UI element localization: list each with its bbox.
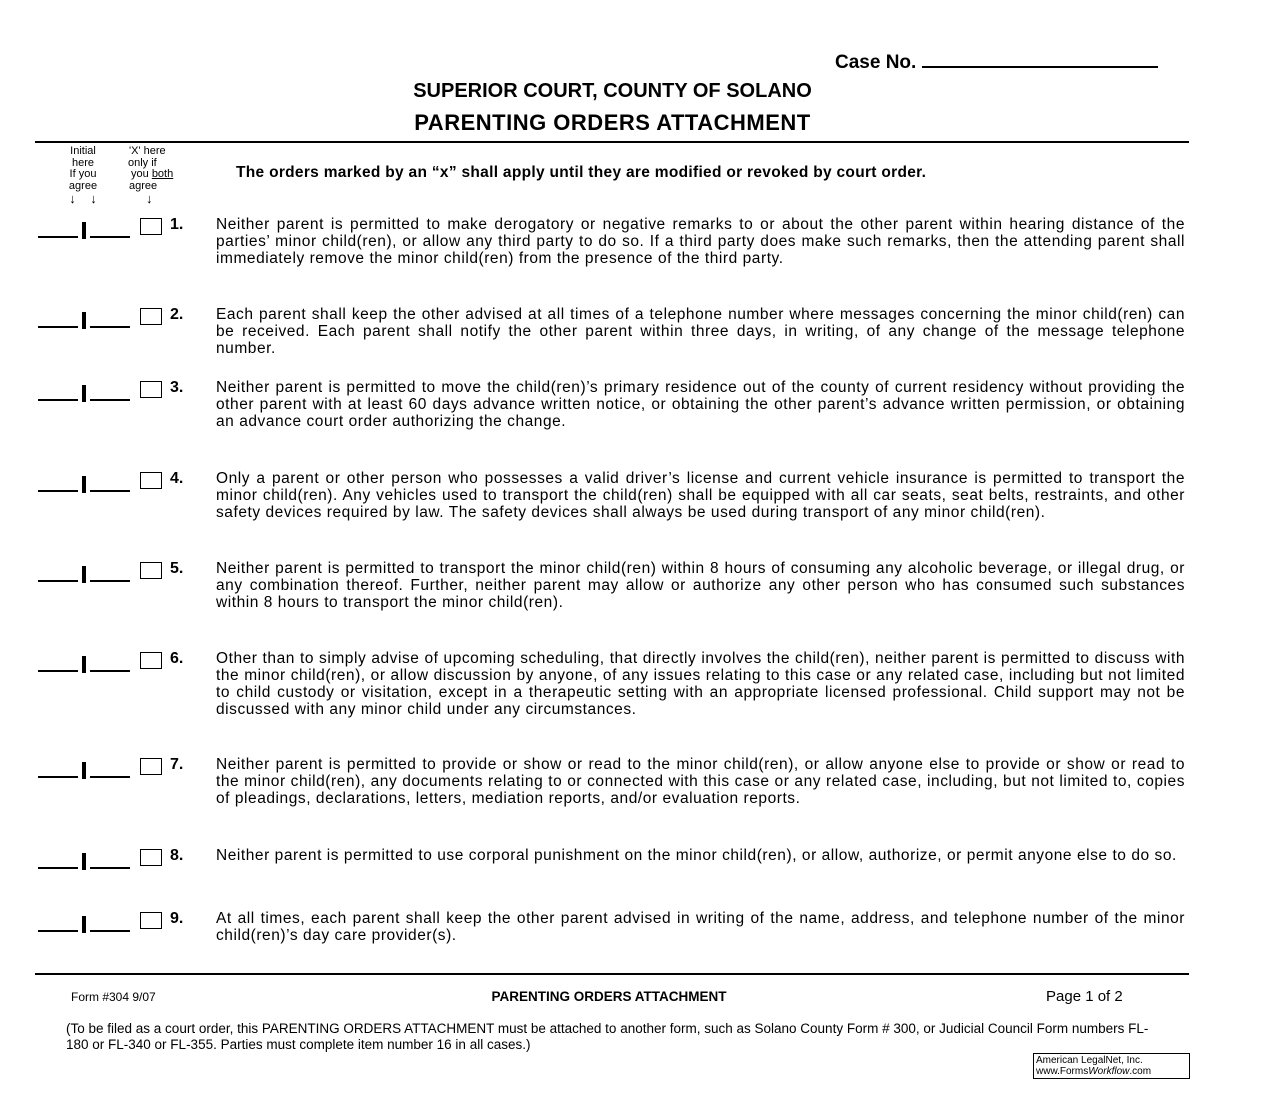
page-title: PARENTING ORDERS ATTACHMENT: [414, 110, 811, 135]
case-number-blank[interactable]: [922, 48, 1158, 68]
item-text: Other than to simply advise of upcoming scheduling, that directly involves the child(ren), neither parent is permitted to discuss with the minor child(ren), or allow discussion by anyone, of any issues relating to this case or any related case, including but not limited to child custody or visitation, except in a therapeutic setting with an appropriate licensed professional. Child support may not be discussed with any minor child under any circumstances.: [216, 650, 1185, 718]
separator-bar: [82, 916, 86, 933]
case-number-field: [835, 48, 1158, 74]
header-line: here: [71, 156, 95, 169]
agree-checkbox[interactable]: [140, 381, 162, 398]
agree-checkbox[interactable]: [140, 308, 162, 325]
agree-checkbox[interactable]: [140, 652, 162, 669]
initial-blank-parent-1[interactable]: [38, 776, 78, 778]
initial-column-header: [58, 146, 108, 205]
item-text: At all times, each parent shall keep the other parent advised in writing of the name, address, and telephone number of the minor child(ren)’s day care provider(s).: [216, 910, 1185, 944]
header-line: If you: [69, 168, 97, 180]
publisher-name: American LegalNet, Inc.: [1036, 1055, 1143, 1066]
agree-checkbox[interactable]: [140, 218, 162, 235]
header-line: you: [131, 168, 149, 180]
initial-blank-parent-2[interactable]: [90, 326, 130, 328]
item-text: Neither parent is permitted to transport the minor child(ren) within 8 hours of consuming any alcoholic beverage, or illegal drug, or any combination thereof. Further, neither parent may allow or authorize any other person who has consumed such substances within 8 hours to transport the minor child(ren).: [216, 560, 1185, 611]
item-text: Neither parent is permitted to provide or show or read to the minor child(ren), or allow anyone else to provide or show or read to the minor child(ren), any documents relating to or connected with this case or any related case, including, but not limited to, copies of pleadings, declarations, letters, mediation reports, and/or evaluation reports.: [216, 756, 1185, 807]
item-text: Neither parent is permitted to move the child(ren)’s primary residence out of the county of current residency without providing the other parent with at least 60 days advance written notice, or obtaining the other parent’s advance written permission, or obtaining an advance court order authorizing the change.: [216, 379, 1185, 430]
case-number-label: Case No.: [835, 52, 917, 73]
publisher-url: Workflow: [1088, 1066, 1130, 1077]
arrow-down-icon: ↓: [90, 191, 97, 206]
agree-checkbox[interactable]: [140, 562, 162, 579]
initial-blank-parent-1[interactable]: [38, 670, 78, 672]
divider: [35, 973, 1189, 975]
initial-blank-parent-1[interactable]: [38, 236, 78, 238]
initial-blank-parent-1[interactable]: [38, 399, 78, 401]
initial-blanks: [38, 399, 130, 401]
item-text: Only a parent or other person who possesses a valid driver’s license and current vehicle insurance is permitted to transport the minor child(ren). Any vehicles used to transport the child(ren) shall be equipped with all car seats, seat belts, restraints, and other safety devices required by law. The safety devices shall always be used during transport of any minor child(ren).: [216, 470, 1185, 521]
item-text: Neither parent is permitted to make derogatory or negative remarks to or about the other parent within hearing distance of the parties’ minor child(ren), or allow any third party to do so. If a third party does make such remarks, then the attending parent shall immediately remove the minor child(ren) from the presence of the third party.: [216, 216, 1185, 267]
arrow-down-icon: ↓: [69, 191, 76, 206]
publisher-url: .com: [1129, 1066, 1152, 1077]
header-line: Initial: [70, 145, 96, 157]
filing-note: (To be filed as a court order, this PARENTING ORDERS ATTACHMENT must be attached to another form, such as Solano County Form # 300, or Judicial Council Form numbers FL-180 or FL-340 or FL-355. Parties must complete item number 16 in all cases.): [66, 1021, 1149, 1052]
separator-bar: [82, 656, 86, 673]
separator-bar: [82, 853, 86, 870]
separator-bar: [82, 566, 86, 583]
court-name: SUPERIOR COURT, COUNTY OF SOLANO: [413, 80, 812, 102]
intro-statement: The orders marked by an “x” shall apply until they are modified or revoked by court order.: [236, 164, 927, 181]
separator-bar: [82, 312, 86, 329]
separator-bar: [82, 762, 86, 779]
header-emphasis: both: [151, 168, 174, 180]
header-line: agree: [129, 179, 158, 192]
initial-blank-parent-2[interactable]: [90, 776, 130, 778]
header-line: only if: [128, 156, 157, 169]
item-number: 5.: [170, 560, 184, 577]
agree-checkbox[interactable]: [140, 849, 162, 866]
item-number: 9.: [170, 910, 184, 927]
initial-blank-parent-1[interactable]: [38, 930, 78, 932]
initial-blank-parent-1[interactable]: [38, 490, 78, 492]
initial-blanks: [38, 930, 130, 932]
initial-blanks: [38, 326, 130, 328]
agree-checkbox[interactable]: [140, 472, 162, 489]
publisher-logo: [1033, 1053, 1190, 1079]
publisher-url: www.Forms: [1036, 1066, 1089, 1077]
initial-blank-parent-2[interactable]: [90, 930, 130, 932]
initial-blank-parent-2[interactable]: [90, 670, 130, 672]
agree-checkbox[interactable]: [140, 758, 162, 775]
separator-bar: [82, 476, 86, 493]
initial-blank-parent-1[interactable]: [38, 326, 78, 328]
initial-blanks: [38, 867, 130, 869]
item-number: 4.: [170, 470, 184, 487]
initial-blank-parent-2[interactable]: [90, 580, 130, 582]
item-number: 7.: [170, 756, 184, 773]
initial-blank-parent-2[interactable]: [90, 490, 130, 492]
form-number: Form #304 9/07: [71, 990, 156, 1004]
header-line: 'X' here: [129, 145, 166, 157]
initial-blank-parent-2[interactable]: [90, 399, 130, 401]
initial-blanks: [38, 580, 130, 582]
initial-blanks: [38, 236, 130, 238]
x-column-header: [126, 146, 190, 205]
item-text: Each parent shall keep the other advised at all times of a telephone number where messages concerning the minor child(ren) can be received. Each parent shall notify the other parent within three days, in writing, of any change of the message telephone number.: [216, 306, 1185, 357]
divider: [35, 141, 1189, 143]
initial-blank-parent-1[interactable]: [38, 580, 78, 582]
item-number: 3.: [170, 379, 184, 396]
page-number: Page 1 of 2: [1046, 988, 1123, 1005]
item-text: Neither parent is permitted to use corporal punishment on the minor child(ren), or allow, authorize, or permit anyone else to do so.: [216, 847, 1177, 864]
initial-blank-parent-2[interactable]: [90, 867, 130, 869]
initial-blanks: [38, 490, 130, 492]
initial-blank-parent-1[interactable]: [38, 867, 78, 869]
item-number: 6.: [170, 650, 184, 667]
separator-bar: [82, 222, 86, 239]
item-number: 2.: [170, 306, 184, 323]
agree-checkbox[interactable]: [140, 912, 162, 929]
initial-blank-parent-2[interactable]: [90, 236, 130, 238]
header-line: agree: [68, 179, 98, 192]
arrow-down-icon: ↓: [146, 191, 153, 206]
footer-title: PARENTING ORDERS ATTACHMENT: [491, 989, 727, 1004]
item-number: 8.: [170, 847, 184, 864]
separator-bar: [82, 385, 86, 402]
initial-blanks: [38, 670, 130, 672]
initial-blanks: [38, 776, 130, 778]
item-number: 1.: [170, 216, 184, 233]
